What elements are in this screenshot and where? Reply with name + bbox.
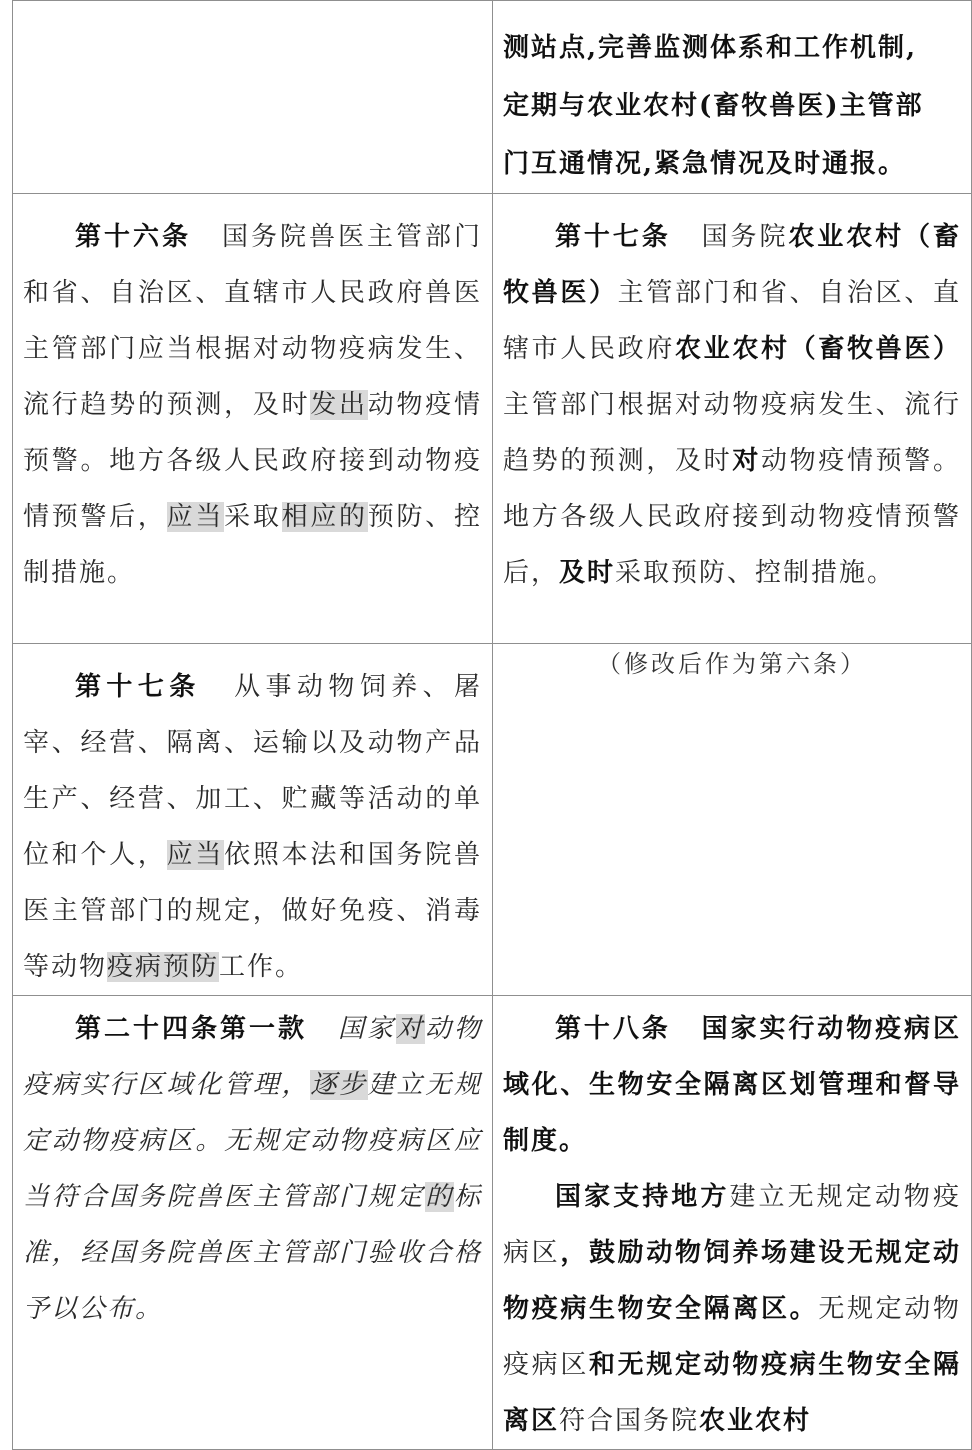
amended-text: 国家实行动物疫病区域化、生物安全隔离区划管理和督导制度。 [503, 1014, 961, 1156]
article-number: 第十八条 [555, 1014, 671, 1044]
article-text: 标准，经国务院兽医主管部门验收合格予以公布。 [23, 1182, 482, 1324]
highlighted-text: 相应的 [281, 502, 368, 532]
new-text-cell [493, 996, 972, 1450]
article-text: 预防、控制措施。 [23, 502, 482, 588]
article-text: 主管部门根据对动物疫病发生、流行趋势的预测，及时 [503, 390, 961, 476]
highlighted-text: 应当 [166, 840, 225, 870]
article-paragraph [503, 1169, 961, 1449]
table-row [13, 1, 972, 194]
highlighted-text: 发出 [310, 390, 368, 420]
article-text: 国家 [336, 1014, 396, 1044]
amended-text: 农业农村（畜牧兽医） [675, 334, 961, 364]
old-text-cell [13, 194, 493, 644]
amended-text: 农业农村（畜牧兽医） [503, 222, 961, 308]
highlighted-text: 对 [395, 1014, 425, 1044]
new-text-cell [493, 1, 972, 194]
article-text: 建立无规定动物疫病区。无规定动物疫病区应当符合国务院兽医主管部门规定 [23, 1070, 482, 1212]
amended-text: ，鼓励动物饲养场建设无规定动物疫病生物安全隔离区。 [503, 1238, 961, 1324]
amended-text: 及时 [559, 558, 616, 588]
new-text-cell [493, 194, 972, 644]
amended-text: 对 [732, 446, 761, 476]
article-paragraph [503, 209, 961, 601]
amended-text: 国家支持地方 [555, 1182, 730, 1212]
amended-text: 和无规定动物疫病生物安全隔离区 [503, 1350, 961, 1436]
highlighted-text: 疫病预防 [107, 952, 220, 982]
article-paragraph [23, 209, 482, 601]
article-text: 采取 [224, 502, 282, 532]
article-text: 动物疫情预警。地方各级人民政府接到动物疫情预警后， [503, 446, 961, 588]
table-row [13, 644, 972, 996]
article-number: 第十七条 [75, 672, 201, 702]
article-paragraph [23, 1001, 482, 1337]
article-paragraph [503, 1001, 961, 1169]
article-text: 建立无规定动物疫病区 [503, 1182, 961, 1268]
old-text-cell [13, 644, 493, 996]
new-text-cell [493, 644, 972, 996]
article-number: 第十七条 [555, 222, 671, 252]
table-row [13, 194, 972, 644]
table-row [13, 996, 972, 1450]
highlighted-text: 应当 [166, 502, 225, 532]
article-text: 主管部门和省、自治区、直辖市人民政府 [503, 278, 961, 364]
article-text: 动物疫情预警。地方各级人民政府接到动物疫情预警后， [23, 390, 482, 532]
amended-text: 农业农村 [699, 1406, 812, 1436]
article-text: 工作。 [219, 952, 304, 982]
text-line: 定期与农业农村(畜牧兽医)主管部 [503, 91, 924, 121]
article-text: 依照本法和国务院兽医主管部门的规定，做好免疫、消毒等动物 [23, 840, 482, 982]
article-text: 从事动物饲养、屠宰、经营、隔离、运输以及动物产品生产、经营、加工、贮藏等活动的单位和个人， [23, 672, 482, 870]
article-paragraph [23, 659, 482, 995]
highlighted-text: 的 [425, 1182, 454, 1212]
article-text: 无规定动物疫病区 [503, 1294, 961, 1380]
old-text-cell [13, 996, 493, 1450]
text-line: 测站点,完善监测体系和工作机制, [503, 33, 918, 63]
text-line: 门互通情况,紧急情况及时通报。 [503, 149, 907, 179]
highlighted-text: 逐步 [310, 1070, 368, 1100]
article-number: 第二十四条第一款 [75, 1014, 307, 1044]
article-number: 第十六条 [75, 222, 191, 252]
article-text: 采取预防、控制措施。 [615, 558, 896, 588]
comparison-table [12, 0, 972, 1450]
article-text: 符合国务院 [559, 1406, 700, 1436]
article-text: 动物疫病实行区域化管理， [23, 1014, 482, 1100]
revision-note: （修改后作为第六条） [597, 650, 867, 678]
old-text-cell [13, 1, 493, 194]
article-text: 国务院 [700, 222, 789, 252]
article-text: 国务院兽医主管部门和省、自治区、直辖市人民政府兽医主管部门应当根据对动物疫病发生、流行趋势的预测，及时 [23, 222, 482, 420]
